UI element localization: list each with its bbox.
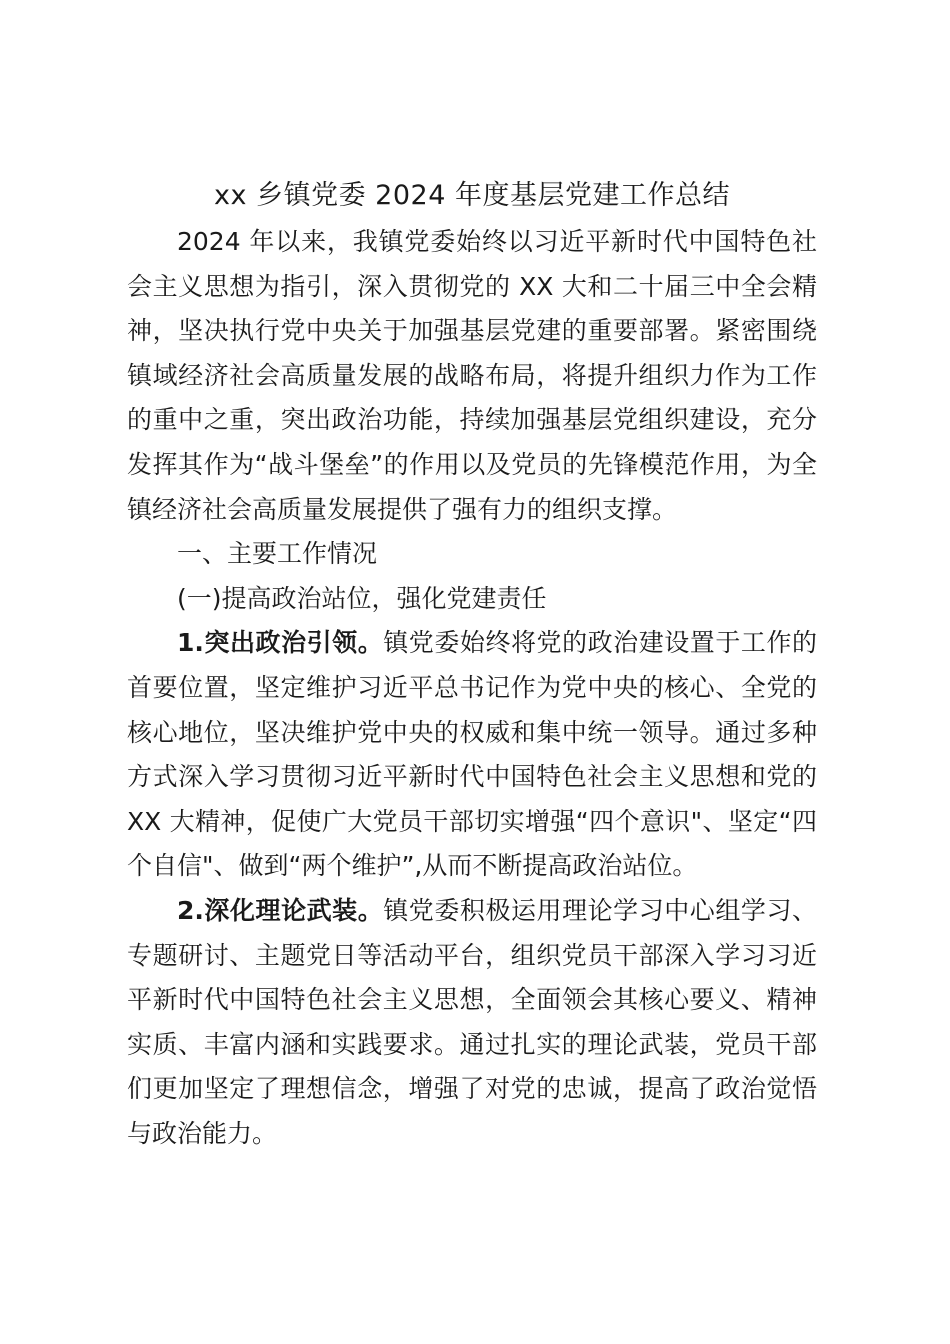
document-title: xx 乡镇党委 2024 年度基层党建工作总结 (214, 180, 730, 211)
item-paragraph-2 (127, 889, 817, 1157)
intro-paragraph: 2024 年以来，我镇党委始终以习近平新时代中国特色社会主义思想为指引，深入贯彻党的 XX 大和二十届三中全会精神，坚决执行党中央关于加强基层党建的重要部署。紧密围绕镇域经济社会高质量发展的战略布局，将提升组织力作为工作的重中之重，突出政治功能，持续加强基层党组织建设，充分发挥其作为“战斗堡垒”的作用以及党员的先锋模范作用，为全镇经济社会高质量发展提供了强有力的组织支撑。 (127, 227, 817, 524)
section-heading: 一、主要工作情况 (177, 539, 378, 569)
item-text-1: 镇党委始终将党的政治建设置于工作的首要位置，坚定维护习近平总书记作为党中央的核心、全党的核心地位，坚决维护党中央的权威和集中统一领导。通过多种方式深入学习贯彻习近平新时代中国特色社会主义思想和党的 XX 大精神，促使广大党员干部切实增强“四个意识"、坚定“四个自信"、做到“两个维护”,从而不断提高政治站位。 (127, 628, 817, 881)
item-paragraph-1 (127, 621, 817, 889)
item-lead-1: 1.突出政治引领。 (177, 628, 384, 658)
item-text-2: 镇党委积极运用理论学习中心组学习、专题研讨、主题党日等活动平台，组织党员干部深入学习习近平新时代中国特色社会主义思想，全面领会其核心要义、精神实质、丰富内涵和实践要求。通过扎实的理论武装，党员干部们更加坚定了理想信念，增强了对党的忠诚，提高了政治觉悟与政治能力。 (127, 895, 817, 1148)
item-lead-2: 2.深化理论武装。 (177, 895, 384, 925)
subsection-heading: (一)提高政治站位，强化党建责任 (177, 583, 547, 613)
document-page (127, 172, 817, 1156)
